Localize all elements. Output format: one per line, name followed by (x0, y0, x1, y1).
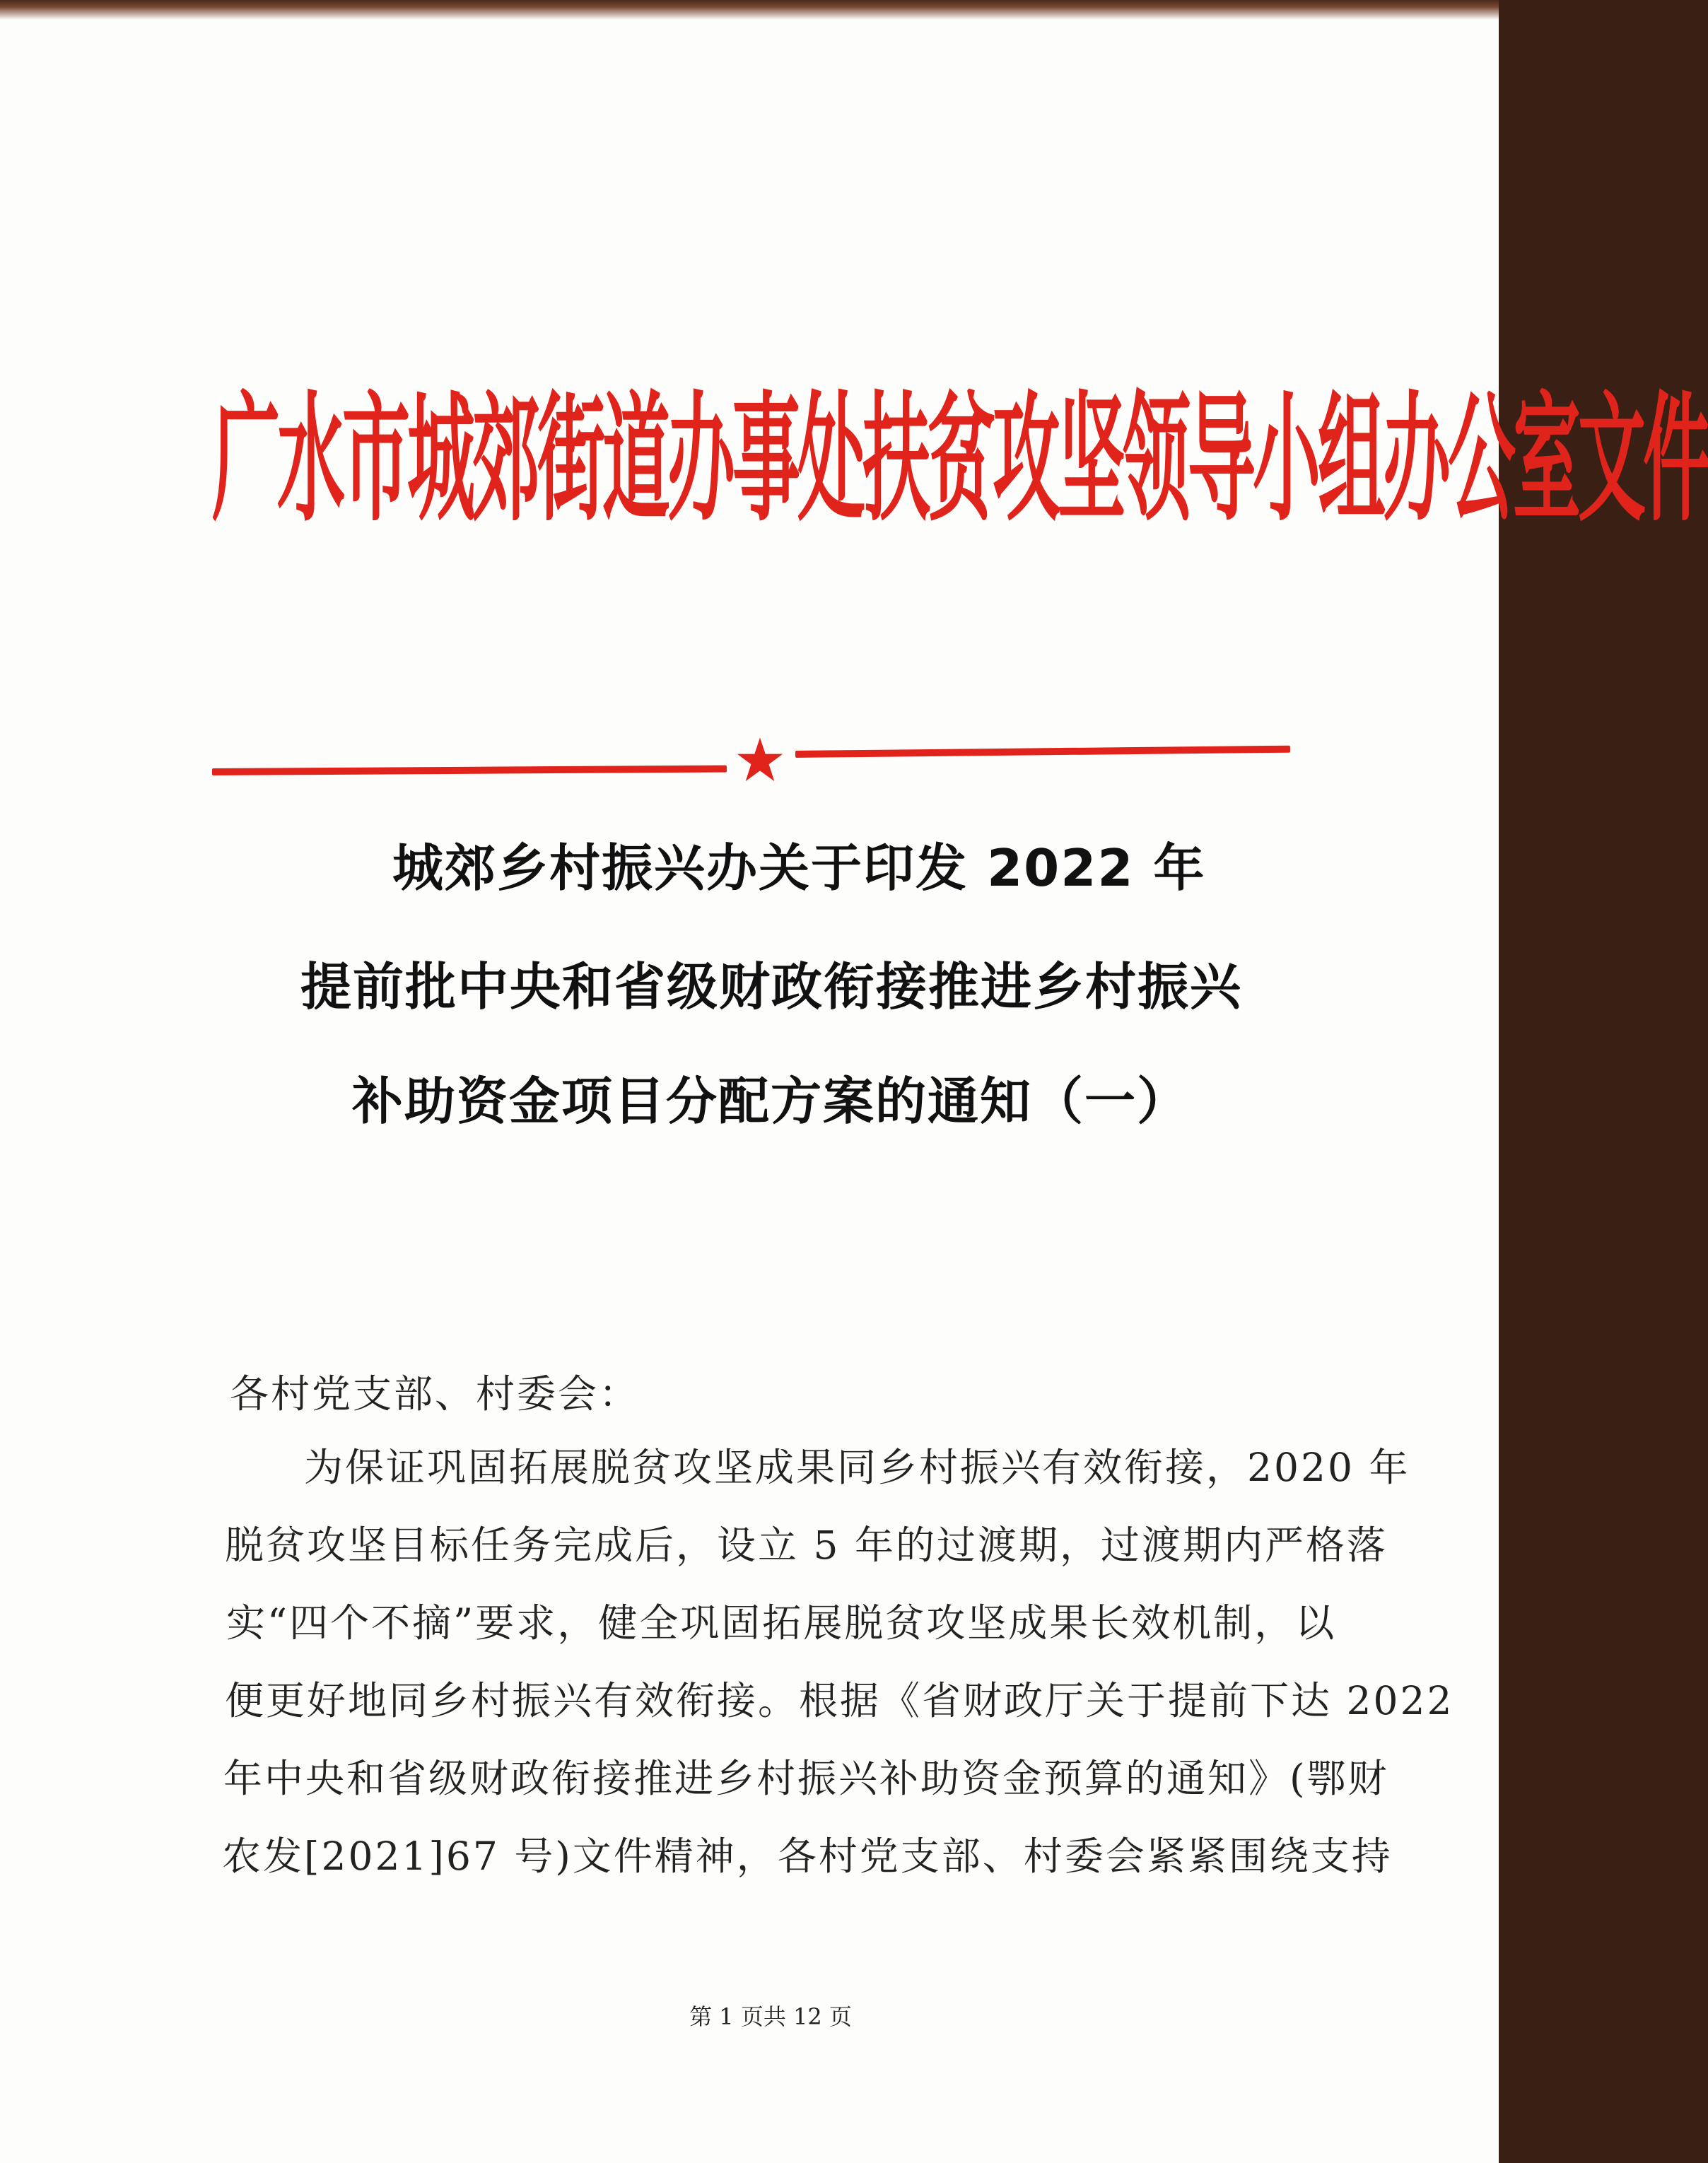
header-rule-left (212, 766, 727, 775)
body-line: 农发[2021]67 号)文件精神，各村党支部、村委会紧紧围绕支持 (222, 1834, 1393, 1879)
body-line: 脱贫攻坚目标任务完成后，设立 5 年的过渡期，过渡期内严格落 (225, 1523, 1388, 1568)
salutation: 各村党支部、村委会： (230, 1371, 640, 1417)
page-number-footer: 第 1 页共 12 页 (689, 2003, 852, 2030)
red-star-icon (735, 735, 785, 785)
body-line: 为保证巩固拓展脱贫攻坚成果同乡村振兴有效衔接，2020 年 (304, 1445, 1410, 1490)
body-line: 便更好地同乡村振兴有效衔接。根据《省财政厅关于提前下达 2022 (225, 1678, 1454, 1723)
body-line: 年中央和省级财政衔接推进乡村振兴补助资金预算的通知》(鄂财 (223, 1756, 1389, 1801)
header-rule-right (795, 746, 1290, 758)
body-line: 实“四个不摘”要求，健全巩固拓展脱贫攻坚成果长效机制，以 (226, 1600, 1337, 1646)
issuer-header: 广水市城郊街道办事处扶贫攻坚领导小组办公室文件 (212, 377, 1708, 541)
document-title-line-1: 城郊乡村振兴办关于印发 2022 年 (392, 838, 1206, 898)
document-title-line-2: 提前批中央和省级财政衔接推进乡村振兴 (300, 957, 1243, 1016)
document-title-line-3: 补助资金项目分配方案的通知（一） (352, 1072, 1190, 1131)
page-edge-shadow (0, 0, 1499, 20)
